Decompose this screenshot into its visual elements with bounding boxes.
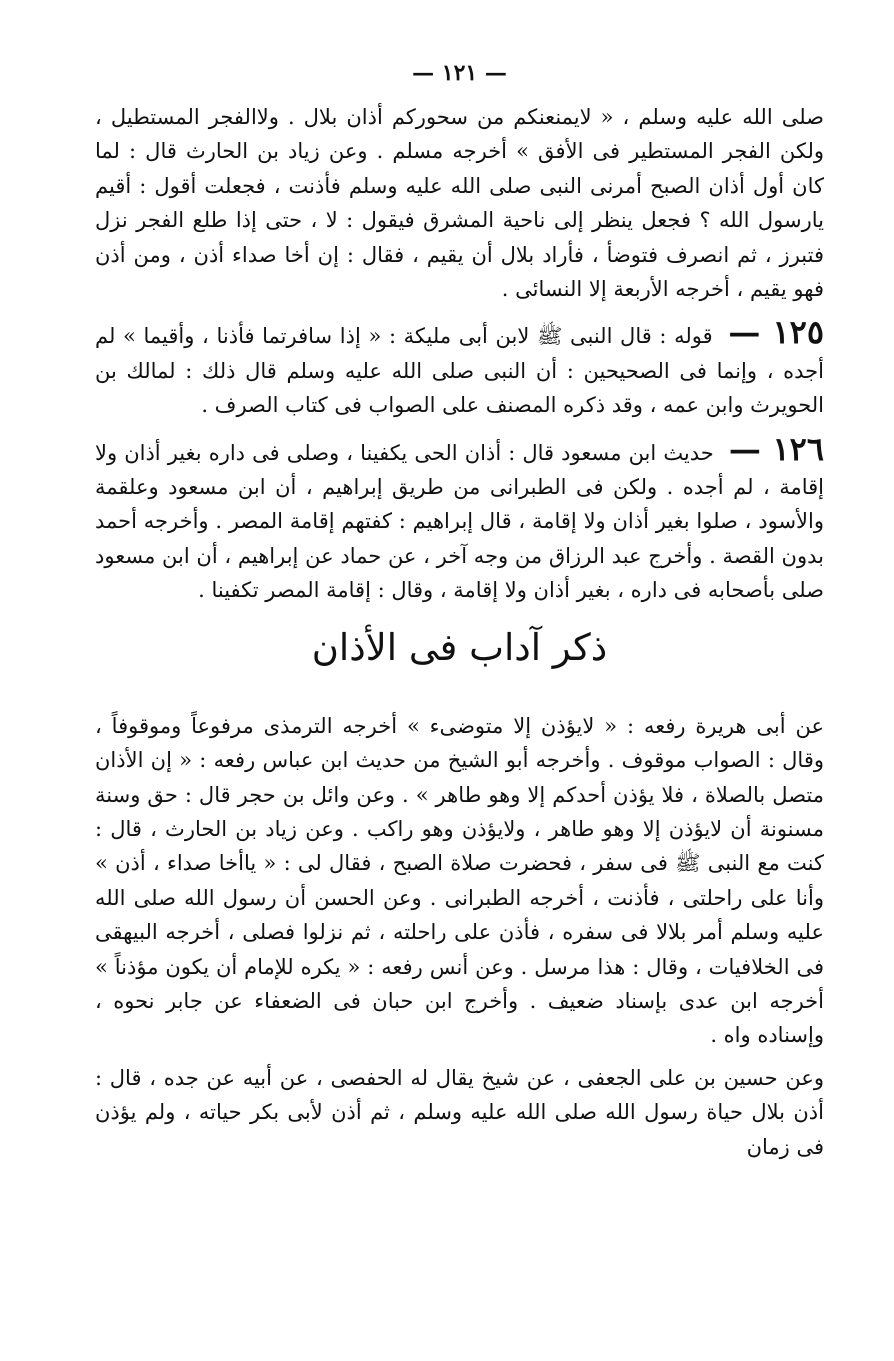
entry-number: ١٢٦ — bbox=[728, 429, 825, 468]
paragraph-text: حديث ابن مسعود قال : أذان الحى يكفينا ، وصلى فى داره بغير أذان ولا إقامة ، لم أجده . ولكن فى الطبرانى من طريق إبراهيم ، أن ابن مسعود وعلقمة والأسود ، صلوا بغير أذان ولا إقامة ، قال إبراهيم : كفتهم إقامة المصر . وأخرجه أحمد بدون القصة . وأخرج عبد الرزاق من وجه آخر ، عن حماد عن إبراهيم ، أن ابن مسعود صلى بأصحابه فى داره ، بغير أذان ولا إقامة ، وقال : إقامة المصر تكفينا . bbox=[95, 440, 824, 603]
section-heading: ذكر آداب فى الأذان bbox=[311, 625, 608, 669]
page-number: — ١٢١ — bbox=[412, 60, 507, 86]
paragraph-text: قوله : قال النبى ﷺ لابن أبى مليكة : « إذا سافرتما فأذنا ، وأقيما » لم أجده ، وإنما فى الصحيحين : أن النبى صلى الله عليه وسلم قال ذلك : لمالك بن الحويرث وابن عمه ، وقد ذكره المصنف على الصواب فى كتاب الصرف . bbox=[95, 324, 824, 418]
body-paragraph-2: وعن حسين بن على الجعفى ، عن شيخ يقال له الحفصى ، عن أبيه عن جده ، قال : أذن بلال حياة رسول الله صلى الله عليه وسلم ، ثم أذن لأبى بكر حياته ، ولم يؤذن فى زمان bbox=[95, 1065, 824, 1159]
paragraph-126 bbox=[95, 429, 825, 608]
body-paragraph-1: عن أبى هريرة رفعه : « لايؤذن إلا متوضىء » أخرجه الترمذى مرفوعاً وموقوفاً ، وقال : الصواب موقوف . وأخرجه أبو الشيخ من حديث ابن عباس رفعه : « إن الأذان متصل بالصلاة ، فلا يؤذن أحدكم إلا وهو طاهر » . وعن وائل بن حجر قال : حق وسنة مسنونة أن لايؤذن إلا وهو طاهر ، ولايؤذن وهو راكب . وعن زياد بن الحارث ، قال : كنت مع النبى ﷺ فى سفر ، فحضرت صلاة الصبح ، فقال لى : « ياأخا صداء ، أذن » وأنا على راحلتى ، فأذنت ، أخرجه الطبرانى . وعن الحسن أن رسول الله صلى الله عليه وسلم أمر بلالا فى سفره ، فأذن على راحلته ، ثم نزلوا فصلى ، أخرجه البيهقى فى الخلافيات ، وقال : هذا مرسل . وعن أنس رفعه : « يكره للإمام أن يكون مؤذناً » أخرجه ابن عدى بإسناد ضعيف . وأخرج ابن حبان فى الضعفاء عن جابر نحوه ، وإسناده واه . bbox=[95, 713, 824, 1048]
entry-number: ١٢٥ — bbox=[728, 313, 825, 352]
paragraph-125 bbox=[95, 315, 824, 422]
paragraph-continuation bbox=[95, 100, 824, 306]
paragraph-text: صلى الله عليه وسلم ، « لايمنعنكم من سحوركم أذان بلال . ولاالفجر المستطيل ، ولكن الفجر المستطير فى الأفق » أخرجه مسلم . وعن زياد بن الحارث قال : لما كان أول أذان الصبح أمرنى النبى صلى الله عليه وسلم فأذنت ، فجعلت أقول : أقيم يارسول الله ؟ فجعل ينظر إلى ناحية المشرق فيقول : لا ، حتى إذا طلع الفجر نزل فتبرز ، ثم انصرف فتوضأ ، فأراد بلال أن يقيم ، فقال : إن أخا صداء أذن ، ومن أذن فهو يقيم ، أخرجه الأربعة إلا النسائى . bbox=[95, 105, 824, 302]
